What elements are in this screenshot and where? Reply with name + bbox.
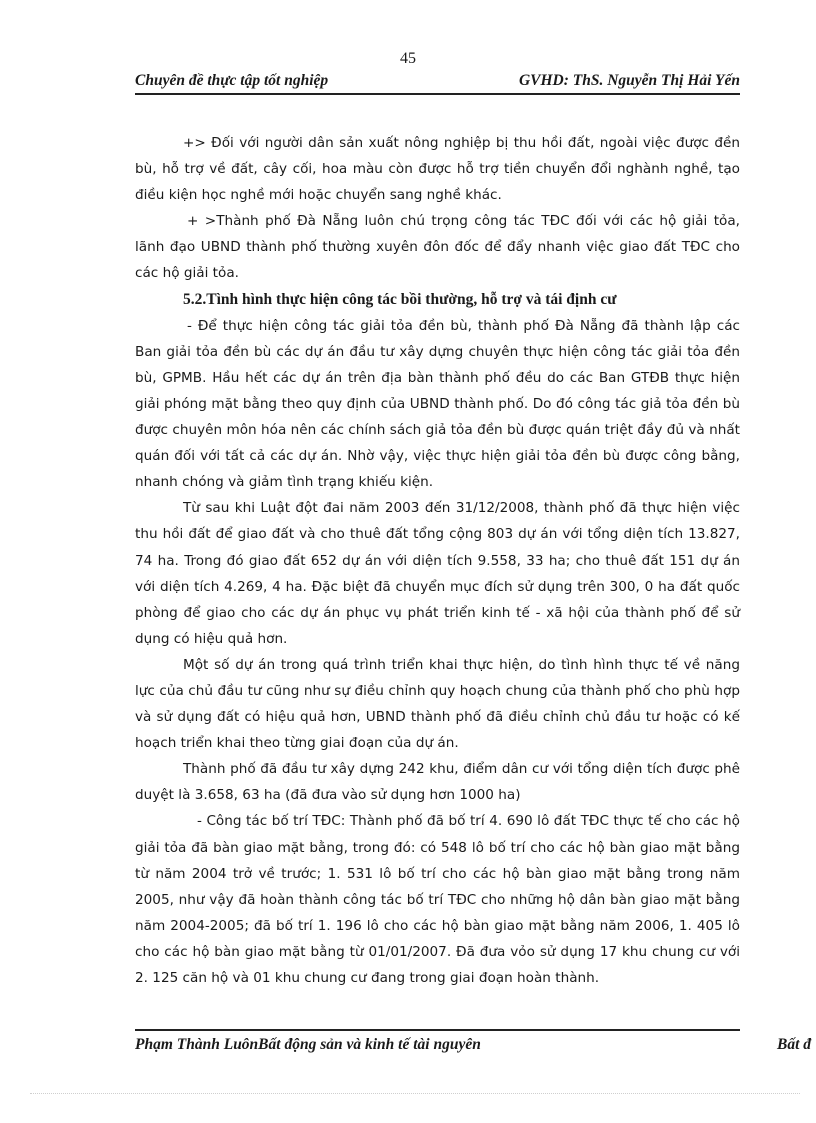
footer-divider [135, 1029, 740, 1031]
paragraph: Một số dự án trong quá trình triển khai thực hiện, do tình hình thực tế về năng lực của chủ đầu tư cũng như sự điều chỉnh quy hoạch chung của thành phố cho phù hợp và sử dụng đất có hiệu quả hơn, UBND thành phố đã điều chỉnh chủ đầu tư hoặc có kế hoạch triển khai theo từng giai đoạn của dự án. [135, 656, 740, 752]
page-number: 45 [400, 50, 416, 67]
header-left-title: Chuyên đề thực tập tốt nghiệp [135, 72, 329, 89]
page-header [135, 72, 740, 95]
footer-left-author: Phạm Thành LuônBất động sản và kinh tế tài nguyên [135, 1036, 481, 1053]
paragraph: - Công tác bố trí TĐC: Thành phố đã bố trí 4. 690 lô đất TĐC thực tế cho các hộ giải tỏa đã bàn giao mặt bằng, trong đó: có 548 lô bố trí cho các hộ bàn giao mặt bằng từ năm 2004 trở về trước; 1. 531 lô bố trí cho các hộ bàn giao mặt bằng trong năm 2005, như vậy đã hoàn thành công tác bố trí TĐC cho những hộ dân bàn giao mặt bằng năm 2004-2005; đã bố trí 1. 196 lô cho các hộ bàn giao mặt bằng năm 2006, 1. 405 lô cho các hộ bàn giao mặt bằng từ 01/01/2007. Đã đưa vỏo sử dụng 17 khu chung cư với 2. 125 căn hộ và 01 khu chung cư đang trong giai đoạn hoàn thành. [135, 813, 740, 986]
paragraph: Từ sau khi Luật đột đai năm 2003 đến 31/12/2008, thành phố đã thực hiện việc thu hồi đất để giao đất và cho thuê đất tổng cộng 803 dự án với tổng diện tích 13.827, 74 ha. Trong đó giao đất 652 dự án với diện tích 9.558, 33 ha; cho thuê đất 151 dự án với diện tích 4.269, 4 ha. Đặc biệt đã chuyển mục đích sử dụng trên 300, 0 ha đất quốc phòng để giao cho các dự án phục vụ phát triển kinh tế - xã hội của thành phố để sử dụng có hiệu quả hơn. [135, 500, 740, 647]
paragraph: + >Thành phố Đà Nẵng luôn chú trọng công tác TĐC đối với các hộ giải tỏa, lãnh đạo UBND thành phố thường xuyên đôn đốc để đẩy nhanh việc giao đất TĐC cho các hộ giải tỏa. [135, 213, 740, 282]
header-right-advisor: GVHD: ThS. Nguyễn Thị Hải Yến [518, 72, 740, 89]
page-footer [135, 1036, 816, 1054]
section-heading: 5.2.Tình hình thực hiện công tác bồi thường, hỗ trợ và tái định cư [183, 290, 617, 308]
paragraph: - Để thực hiện công tác giải tỏa đền bù, thành phố Đà Nẵng đã thành lập các Ban giải tỏa đền bù các dự án đầu tư xây dựng chuyên thực hiện công tác giải tỏa đền bù, GPMB. Hầu hết các dự án trên địa bàn thành phố đều do các Ban GTĐB thực hiện giải phóng mặt bằng theo quy định của UBND thành phố. Do đó công tác giả tỏa đền bù được chuyên môn hóa nên các chính sách giả tỏa đền bù được quán triệt đầy đủ và nhất quán đối với tất cả các dự án. Nhờ vậy, việc thực hiện giải tỏa đền bù được công bằng, nhanh chóng và giảm tình trạng khiếu kiện. [135, 317, 740, 491]
bottom-dotted-line [30, 1093, 800, 1094]
paragraph: +> Đối với người dân sản xuất nông nghiệp bị thu hồi đất, ngoài việc được đền bù, hỗ trợ về đất, cây cối, hoa màu còn được hỗ trợ tiền chuyển đổi nghành nghề, tạo điều kiện học nghề mới hoặc chuyển sang nghề khác. [135, 135, 740, 204]
document-body [135, 130, 740, 991]
footer-right-text: Bất đ [777, 1036, 812, 1053]
paragraph: Thành phố đã đầu tư xây dựng 242 khu, điểm dân cư với tổng diện tích được phê duyệt là 3.658, 63 ha (đã đưa vào sử dụng hơn 1000 ha) [135, 761, 740, 804]
